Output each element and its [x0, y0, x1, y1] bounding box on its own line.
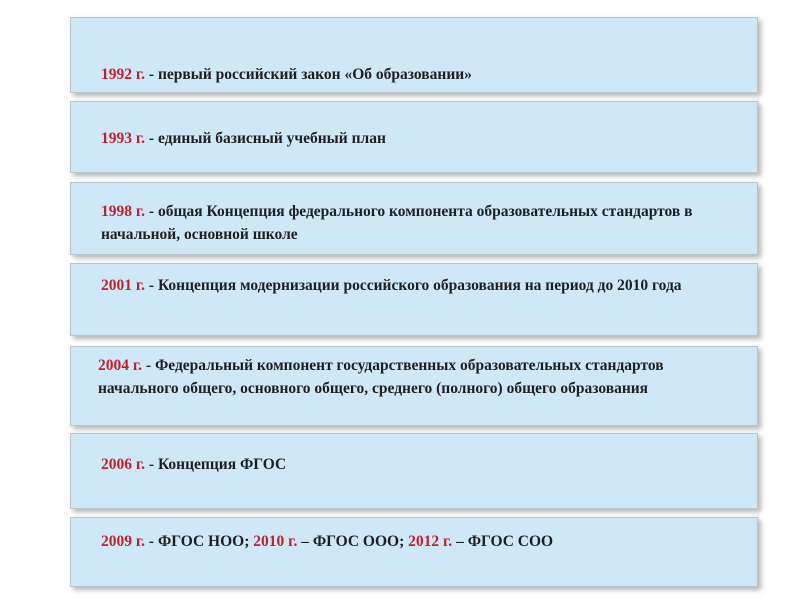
entry-description: - Концепция модернизации российского образования на период до 2010 года	[145, 277, 682, 294]
year-label: 2009 г.	[101, 533, 146, 550]
timeline-entry-text	[101, 530, 737, 553]
timeline-entry-text	[101, 453, 737, 476]
entry-description: - Федеральный компонент государственных образовательных стандартов начального общего, основного общего, среднего (полного) общего образования	[98, 357, 664, 397]
entry-description: - общая Концепция федерального компонента образовательных стандартов в начальной, основной школе	[101, 203, 693, 243]
year-label: 2012 г.	[408, 533, 453, 550]
year-label: 1998 г.	[101, 203, 146, 220]
timeline-entry-text	[101, 274, 737, 297]
timeline-box-1998	[70, 182, 758, 255]
year-label: 2006 г.	[101, 456, 146, 473]
entry-description: - ФГОС НОО;	[145, 533, 254, 550]
year-label: 2004 г.	[98, 357, 143, 374]
entry-description: - единый базисный учебный план	[145, 130, 386, 147]
year-label: 1992 г.	[101, 66, 146, 83]
timeline-entry-text	[98, 354, 737, 400]
timeline-box-2009-2012	[70, 517, 758, 587]
entry-description: - первый российский закон «Об образовании»	[145, 66, 472, 83]
timeline-box-2004	[70, 346, 758, 426]
entry-description: – ФГОС ООО;	[297, 533, 409, 550]
entry-description: - Концепция ФГОС	[145, 456, 287, 473]
timeline-entry-text	[101, 63, 737, 86]
timeline-box-1992	[70, 17, 758, 93]
year-label: 1993 г.	[101, 130, 146, 147]
year-label: 2010 г.	[253, 533, 298, 550]
year-label: 2001 г.	[101, 277, 146, 294]
timeline-box-2006	[70, 433, 758, 509]
timeline-entry-text	[101, 127, 737, 150]
entry-description: – ФГОС СОО	[452, 533, 554, 550]
timeline-box-2001	[70, 263, 758, 336]
timeline-box-1993	[70, 101, 758, 173]
timeline-entry-text	[101, 200, 737, 246]
